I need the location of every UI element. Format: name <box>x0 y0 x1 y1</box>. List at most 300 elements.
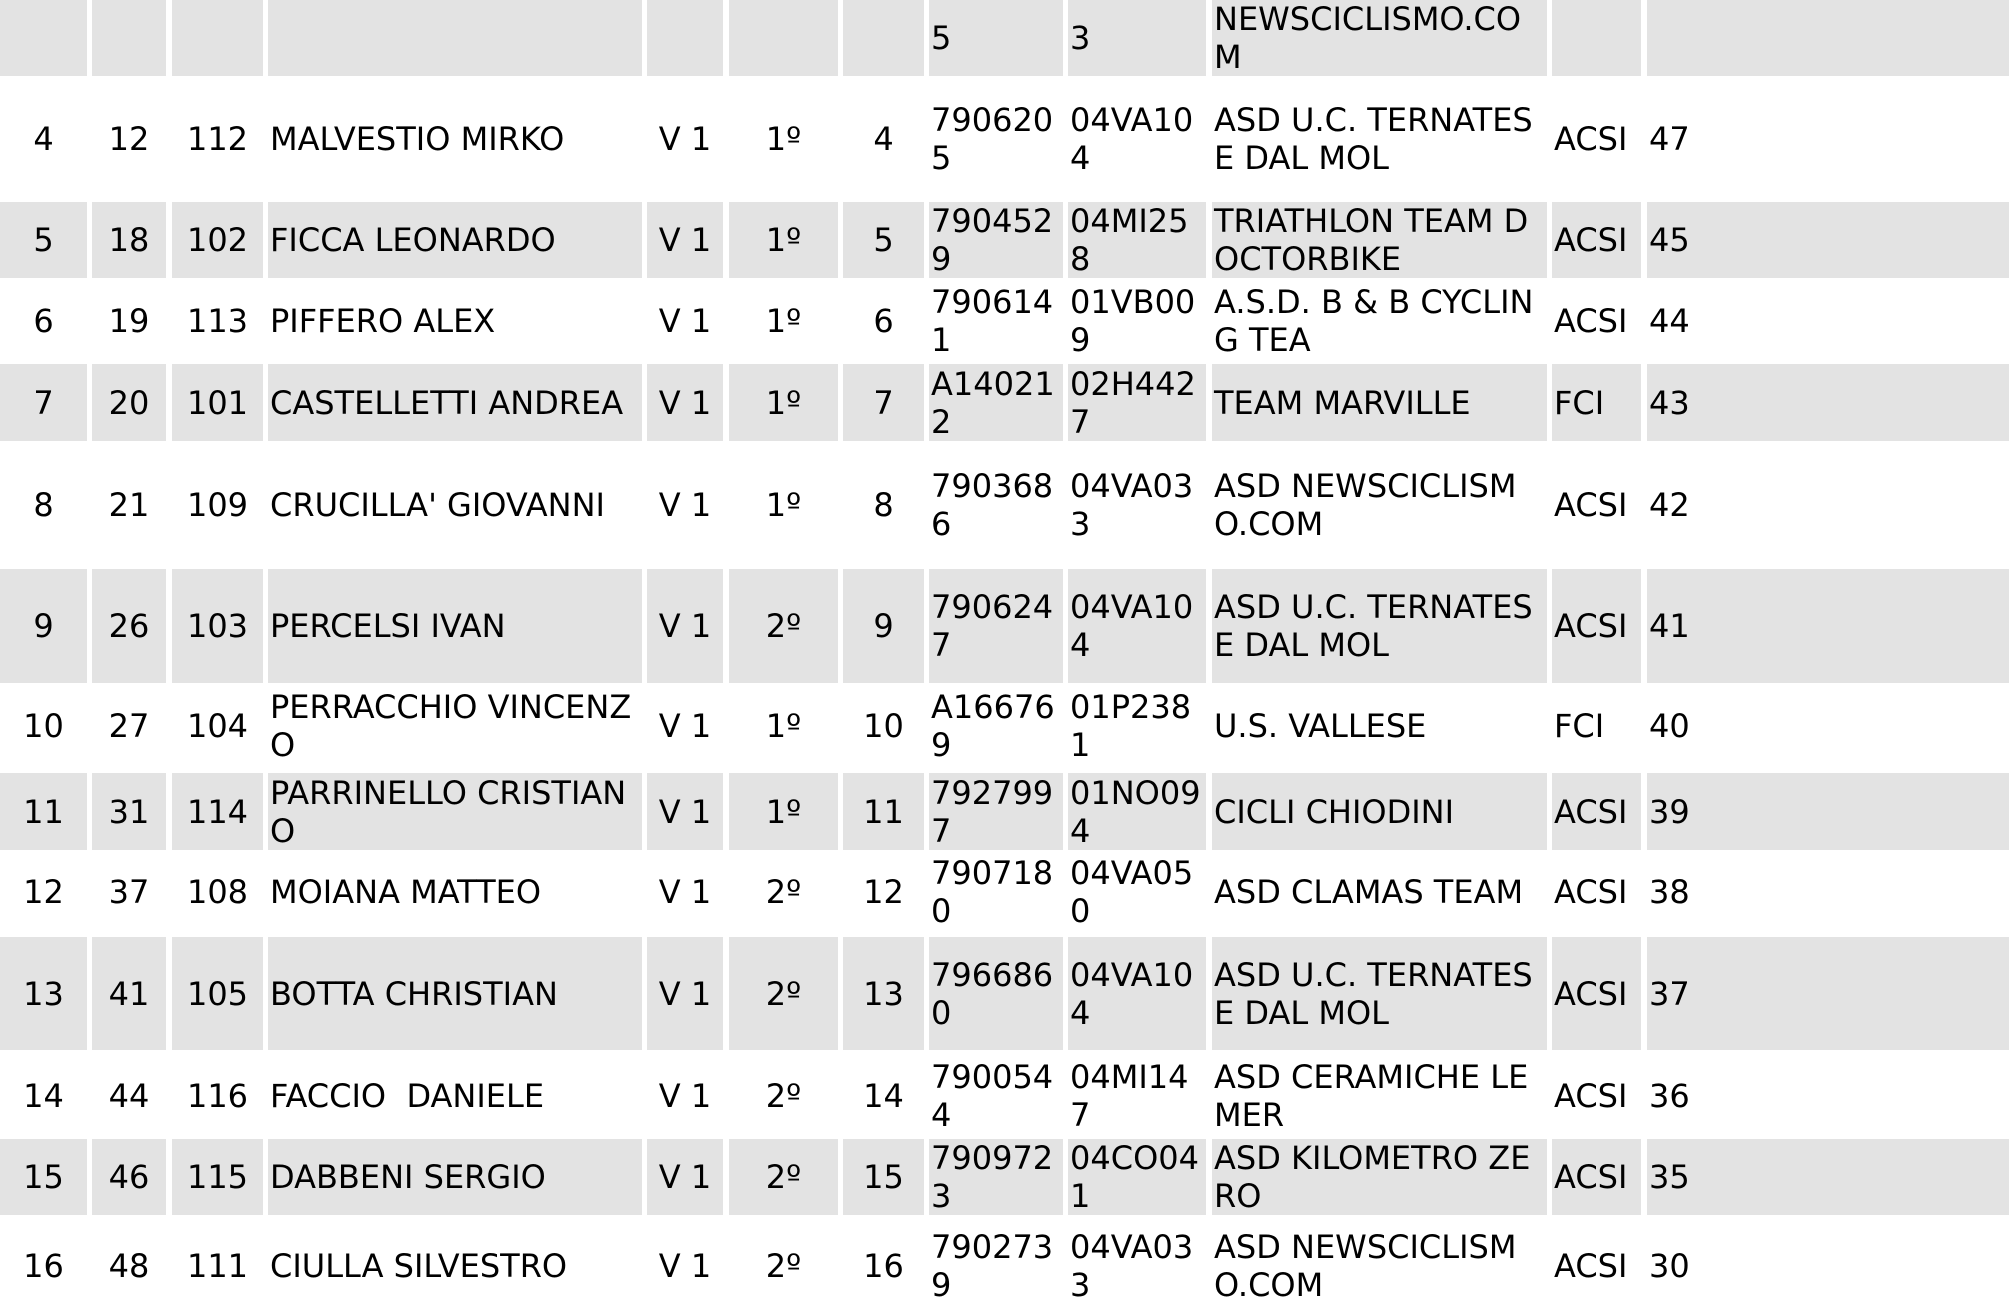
cell-text: 26 <box>108 607 150 645</box>
cell-cat-pos <box>843 202 924 278</box>
cell-team <box>1212 937 1547 1050</box>
cell-points <box>1647 282 2009 359</box>
cell-cat-pos <box>843 853 924 931</box>
cell-text: ACSI <box>1554 974 1628 1013</box>
cell-points <box>1647 937 2009 1050</box>
cell-org <box>1552 444 1641 565</box>
cell-text: ACSI <box>1554 221 1628 259</box>
cell-category <box>647 202 723 278</box>
cell-team-code <box>1068 937 1206 1050</box>
cell-team-code <box>1068 1057 1206 1135</box>
cell-text: 115 <box>186 1158 249 1196</box>
cell-text: 1º <box>765 792 802 831</box>
cell-text: 15 <box>863 1158 904 1196</box>
cell-team-code <box>1068 773 1206 850</box>
cell-name <box>268 0 642 76</box>
cell-text: 41 <box>108 974 150 1013</box>
cell-text: 2º <box>765 1077 802 1115</box>
cell-text: 7902739 <box>931 1228 1054 1304</box>
cell-text: 7907180 <box>931 854 1054 930</box>
cell-overall <box>92 202 166 278</box>
cell-text: 14 <box>23 1077 64 1115</box>
cell-team-code <box>1068 569 1206 683</box>
cell-text: 45 <box>1649 221 1690 259</box>
cell-text: 9 <box>873 607 894 645</box>
cell-category <box>647 1139 723 1215</box>
cell-name <box>268 444 642 565</box>
cell-overall <box>92 1139 166 1215</box>
cell-points <box>1647 81 2009 197</box>
cell-pos <box>0 0 87 76</box>
cell-team-code <box>1068 853 1206 931</box>
cell-bib <box>172 853 263 931</box>
cell-team <box>1212 0 1547 76</box>
cell-text: DABBENI SERGIO <box>270 1158 546 1196</box>
cell-text: 7 <box>873 383 894 422</box>
cell-category <box>647 444 723 565</box>
cell-bib <box>172 0 263 76</box>
cell-name <box>268 853 642 931</box>
cell-text: ACSI <box>1554 485 1628 524</box>
cell-text: 8 <box>33 485 54 524</box>
cell-category <box>647 364 723 441</box>
cell-pos <box>0 688 87 764</box>
cell-category <box>647 282 723 359</box>
cell-category <box>647 853 723 931</box>
cell-card <box>929 0 1063 76</box>
cell-text: 15 <box>23 1158 64 1196</box>
cell-org <box>1552 773 1641 850</box>
cell-text: TEAM MARVILLE <box>1214 383 1471 422</box>
cell-org <box>1552 1139 1641 1215</box>
cell-text: V 1 <box>658 383 712 422</box>
cell-team <box>1212 569 1547 683</box>
cell-text: U.S. VALLESE <box>1214 707 1427 745</box>
cell-org <box>1552 81 1641 197</box>
cell-category <box>647 688 723 764</box>
cell-text: 37 <box>108 873 150 911</box>
cell-team-code <box>1068 1139 1206 1215</box>
cell-overall <box>92 569 166 683</box>
cell-text: 10 <box>863 707 904 745</box>
cell-text: 04MI258 <box>1070 202 1189 278</box>
cell-card <box>929 1057 1063 1135</box>
cell-bib <box>172 444 263 565</box>
cell-card <box>929 688 1063 764</box>
cell-name <box>268 569 642 683</box>
cell-text: 103 <box>186 607 249 645</box>
cell-bib <box>172 364 263 441</box>
cell-cat-rank <box>729 688 838 764</box>
cell-text: 8 <box>873 485 894 524</box>
cell-text: ACSI <box>1554 792 1628 831</box>
cell-text: V 1 <box>658 1077 712 1115</box>
cell-points <box>1647 1220 2009 1312</box>
table-row <box>0 81 2009 197</box>
cell-text: ASD CERAMICHE LEMER <box>1214 1058 1529 1134</box>
cell-text: 04VA104 <box>1070 588 1194 664</box>
cell-pos <box>0 569 87 683</box>
cell-text: A140212 <box>931 364 1055 441</box>
cell-card <box>929 1220 1063 1312</box>
cell-points <box>1647 364 2009 441</box>
cell-text: BOTTA CHRISTIAN <box>270 974 558 1013</box>
cell-bib <box>172 1220 263 1312</box>
cell-text: 11 <box>23 792 64 831</box>
cell-bib <box>172 569 263 683</box>
table-row <box>0 1139 2009 1215</box>
cell-points <box>1647 569 2009 683</box>
cell-text: 109 <box>186 485 249 524</box>
cell-text: 108 <box>186 873 249 911</box>
cell-bib <box>172 688 263 764</box>
table-row <box>0 569 2009 683</box>
cell-text: V 1 <box>658 707 712 745</box>
cell-bib <box>172 1057 263 1135</box>
cell-text: 101 <box>186 383 249 422</box>
cell-overall <box>92 0 166 76</box>
cell-text: 2º <box>765 1158 802 1196</box>
cell-text: FCI <box>1554 707 1605 745</box>
cell-text: 7906141 <box>931 282 1054 359</box>
cell-name <box>268 364 642 441</box>
cell-text: 16 <box>23 1247 64 1285</box>
table-row <box>0 1057 2009 1135</box>
cell-team-code <box>1068 282 1206 359</box>
cell-org <box>1552 853 1641 931</box>
cell-text: ASD NEWSCICLISMO.COM <box>1214 466 1517 543</box>
cell-org <box>1552 282 1641 359</box>
cell-text: V 1 <box>658 1247 712 1285</box>
cell-pos <box>0 444 87 565</box>
cell-text: 04VA104 <box>1070 955 1194 1032</box>
cell-card <box>929 202 1063 278</box>
cell-cat-rank <box>729 202 838 278</box>
cell-text: 01P2381 <box>1070 688 1192 764</box>
cell-name <box>268 1057 642 1135</box>
cell-overall <box>92 773 166 850</box>
table-row <box>0 364 2009 441</box>
cell-text: 41 <box>1649 607 1690 645</box>
cell-text: V 1 <box>658 792 712 831</box>
cell-card <box>929 1139 1063 1215</box>
cell-text: 43 <box>1649 383 1690 422</box>
cell-cat-pos <box>843 688 924 764</box>
cell-text: 112 <box>186 120 249 158</box>
cell-cat-pos <box>843 1057 924 1135</box>
cell-text: FICCA LEONARDO <box>270 221 556 259</box>
cell-pos <box>0 1057 87 1135</box>
cell-text: V 1 <box>658 221 712 259</box>
cell-card <box>929 81 1063 197</box>
cell-points <box>1647 444 2009 565</box>
cell-text: 36 <box>1649 1077 1690 1115</box>
cell-bib <box>172 773 263 850</box>
table-row <box>0 282 2009 359</box>
cell-text: 7966860 <box>931 955 1054 1032</box>
cell-card <box>929 364 1063 441</box>
cell-pos <box>0 202 87 278</box>
cell-overall <box>92 282 166 359</box>
cell-text: CIULLA SILVESTRO <box>270 1247 568 1285</box>
cell-text: 1º <box>765 301 802 340</box>
cell-cat-pos <box>843 364 924 441</box>
cell-text: FACCIO DANIELE <box>270 1077 545 1115</box>
cell-pos <box>0 364 87 441</box>
cell-text: V 1 <box>658 607 712 645</box>
cell-category <box>647 81 723 197</box>
cell-text: 18 <box>108 221 150 259</box>
cell-text: 42 <box>1649 485 1690 524</box>
cell-text: 04MI147 <box>1070 1058 1189 1134</box>
cell-text: 01NO094 <box>1070 773 1201 850</box>
cell-text: 6 <box>33 301 54 340</box>
cell-card <box>929 569 1063 683</box>
cell-text: CICLI CHIODINI <box>1214 792 1455 831</box>
cell-org <box>1552 364 1641 441</box>
cell-text: 1º <box>765 120 802 158</box>
cell-pos <box>0 937 87 1050</box>
cell-text: 44 <box>1649 301 1690 340</box>
cell-points <box>1647 202 2009 278</box>
cell-category <box>647 0 723 76</box>
cell-text: 7904529 <box>931 202 1054 278</box>
cell-text: 6 <box>873 301 894 340</box>
cell-text: 2º <box>765 607 802 645</box>
cell-bib <box>172 202 263 278</box>
cell-overall <box>92 937 166 1050</box>
cell-team <box>1212 1220 1547 1312</box>
cell-text: ASD CLAMAS TEAM <box>1214 873 1524 911</box>
cell-team-code <box>1068 1220 1206 1312</box>
cell-team-code <box>1068 688 1206 764</box>
cell-text: 38 <box>1649 873 1690 911</box>
cell-card <box>929 773 1063 850</box>
cell-cat-pos <box>843 81 924 197</box>
cell-text: 13 <box>23 974 64 1013</box>
cell-text: 7906205 <box>931 101 1054 177</box>
cell-text: V 1 <box>658 485 712 524</box>
cell-text: 11 <box>863 792 904 831</box>
cell-cat-pos <box>843 1220 924 1312</box>
cell-text: ASD KILOMETRO ZERO <box>1214 1139 1531 1215</box>
cell-card <box>929 853 1063 931</box>
cell-text: 37 <box>1649 974 1690 1013</box>
cell-overall <box>92 364 166 441</box>
cell-name <box>268 282 642 359</box>
cell-text: 104 <box>186 707 249 745</box>
cell-text: 10 <box>23 707 64 745</box>
cell-overall <box>92 688 166 764</box>
cell-text: ACSI <box>1554 120 1628 158</box>
cell-text: 46 <box>108 1158 150 1196</box>
cell-pos <box>0 81 87 197</box>
cell-text: 04VA104 <box>1070 101 1194 177</box>
cell-bib <box>172 937 263 1050</box>
cell-category <box>647 937 723 1050</box>
cell-bib <box>172 1139 263 1215</box>
cell-cat-pos <box>843 937 924 1050</box>
cell-text: 102 <box>186 221 249 259</box>
cell-text: 04VA033 <box>1070 466 1194 543</box>
cell-cat-pos <box>843 1139 924 1215</box>
cell-team <box>1212 364 1547 441</box>
cell-text: 39 <box>1649 792 1690 831</box>
cell-overall <box>92 853 166 931</box>
cell-card <box>929 444 1063 565</box>
cell-text: ACSI <box>1554 607 1628 645</box>
cell-category <box>647 773 723 850</box>
cell-text: 16 <box>863 1247 904 1285</box>
cell-text: 1º <box>765 485 802 524</box>
cell-text: 116 <box>186 1077 249 1115</box>
cell-text: 12 <box>863 873 904 911</box>
cell-points <box>1647 1139 2009 1215</box>
cell-text: 31 <box>108 792 150 831</box>
cell-text: 27 <box>108 707 150 745</box>
cell-text: 4 <box>33 120 54 158</box>
cell-cat-pos <box>843 773 924 850</box>
cell-text: NEWSCICLISMO.COM <box>1214 0 1522 76</box>
cell-text: 30 <box>1649 1247 1690 1285</box>
cell-text: 3 <box>1070 19 1091 57</box>
cell-team <box>1212 1057 1547 1135</box>
cell-text: V 1 <box>658 873 712 911</box>
table-row <box>0 202 2009 278</box>
cell-text: 12 <box>108 120 150 158</box>
cell-card <box>929 282 1063 359</box>
cell-text: 5 <box>873 221 894 259</box>
cell-name <box>268 81 642 197</box>
cell-text: CRUCILLA' GIOVANNI <box>270 485 605 524</box>
cell-name <box>268 773 642 850</box>
cell-text: 4 <box>873 120 894 158</box>
cell-team <box>1212 853 1547 931</box>
table-row <box>0 1220 2009 1312</box>
cell-org <box>1552 202 1641 278</box>
cell-cat-rank <box>729 1220 838 1312</box>
cell-text: 5 <box>931 19 952 57</box>
cell-points <box>1647 853 2009 931</box>
cell-overall <box>92 81 166 197</box>
cell-org <box>1552 0 1641 76</box>
cell-cat-rank <box>729 937 838 1050</box>
cell-text: A.S.D. B & B CYCLING TEA <box>1214 282 1534 359</box>
cell-text: 114 <box>186 792 249 831</box>
cell-text: V 1 <box>658 974 712 1013</box>
table-row <box>0 0 2009 76</box>
cell-text: 1º <box>765 383 802 422</box>
cell-pos <box>0 1220 87 1312</box>
cell-text: ASD NEWSCICLISMO.COM <box>1214 1228 1517 1304</box>
cell-team <box>1212 1139 1547 1215</box>
cell-team <box>1212 688 1547 764</box>
cell-team-code <box>1068 81 1206 197</box>
cell-org <box>1552 569 1641 683</box>
cell-text: MOIANA MATTEO <box>270 873 542 911</box>
cell-team-code <box>1068 364 1206 441</box>
cell-text: 47 <box>1649 120 1690 158</box>
cell-bib <box>172 81 263 197</box>
cell-text: 13 <box>863 974 904 1013</box>
cell-text: 44 <box>108 1077 150 1115</box>
cell-overall <box>92 1220 166 1312</box>
cell-text: PERCELSI IVAN <box>270 607 506 645</box>
cell-text: ACSI <box>1554 1158 1628 1196</box>
cell-name <box>268 202 642 278</box>
cell-text: 105 <box>186 974 249 1013</box>
cell-bib <box>172 282 263 359</box>
cell-cat-rank <box>729 1057 838 1135</box>
cell-text: PIFFERO ALEX <box>270 301 496 340</box>
cell-category <box>647 569 723 683</box>
cell-text: 48 <box>108 1247 150 1285</box>
cell-cat-rank <box>729 1139 838 1215</box>
cell-text: ACSI <box>1554 873 1628 911</box>
table-row <box>0 444 2009 565</box>
cell-text: 02H4427 <box>1070 364 1196 441</box>
cell-team-code <box>1068 202 1206 278</box>
cell-text: 04CO041 <box>1070 1139 1199 1215</box>
table-row <box>0 688 2009 764</box>
table-row <box>0 937 2009 1050</box>
cell-cat-rank <box>729 444 838 565</box>
cell-text: ASD U.C. TERNATESE DAL MOL <box>1214 101 1533 177</box>
cell-cat-pos <box>843 282 924 359</box>
cell-team-code <box>1068 0 1206 76</box>
cell-text: 113 <box>186 301 249 340</box>
cell-text: PERRACCHIO VINCENZO <box>270 688 632 764</box>
cell-cat-pos <box>843 569 924 683</box>
cell-text: ASD U.C. TERNATESE DAL MOL <box>1214 588 1533 664</box>
cell-team-code <box>1068 444 1206 565</box>
cell-team <box>1212 773 1547 850</box>
cell-text: ACSI <box>1554 1077 1628 1115</box>
cell-cat-rank <box>729 853 838 931</box>
cell-text: 7909723 <box>931 1139 1054 1215</box>
cell-text: 19 <box>108 301 150 340</box>
cell-card <box>929 937 1063 1050</box>
cell-points <box>1647 1057 2009 1135</box>
cell-pos <box>0 1139 87 1215</box>
cell-org <box>1552 1220 1641 1312</box>
cell-text: 5 <box>33 221 54 259</box>
cell-text: 111 <box>186 1247 249 1285</box>
cell-category <box>647 1220 723 1312</box>
cell-points <box>1647 688 2009 764</box>
cell-text: 12 <box>23 873 64 911</box>
cell-cat-pos <box>843 444 924 565</box>
cell-team <box>1212 202 1547 278</box>
cell-text: 7 <box>33 383 54 422</box>
cell-team <box>1212 282 1547 359</box>
cell-name <box>268 937 642 1050</box>
cell-text: A166769 <box>931 688 1055 764</box>
cell-text: ACSI <box>1554 1247 1628 1285</box>
table-row <box>0 853 2009 931</box>
cell-text: 01VB009 <box>1070 282 1196 359</box>
cell-text: 1º <box>765 221 802 259</box>
cell-text: ACSI <box>1554 301 1628 340</box>
cell-text: ASD U.C. TERNATESE DAL MOL <box>1214 955 1533 1032</box>
cell-name <box>268 1139 642 1215</box>
cell-text: TRIATHLON TEAM DOCTORBIKE <box>1214 202 1529 278</box>
cell-cat-rank <box>729 81 838 197</box>
cell-text: 21 <box>108 485 150 524</box>
cell-cat-rank <box>729 282 838 359</box>
cell-points <box>1647 0 2009 76</box>
cell-text: CASTELLETTI ANDREA <box>270 383 624 422</box>
